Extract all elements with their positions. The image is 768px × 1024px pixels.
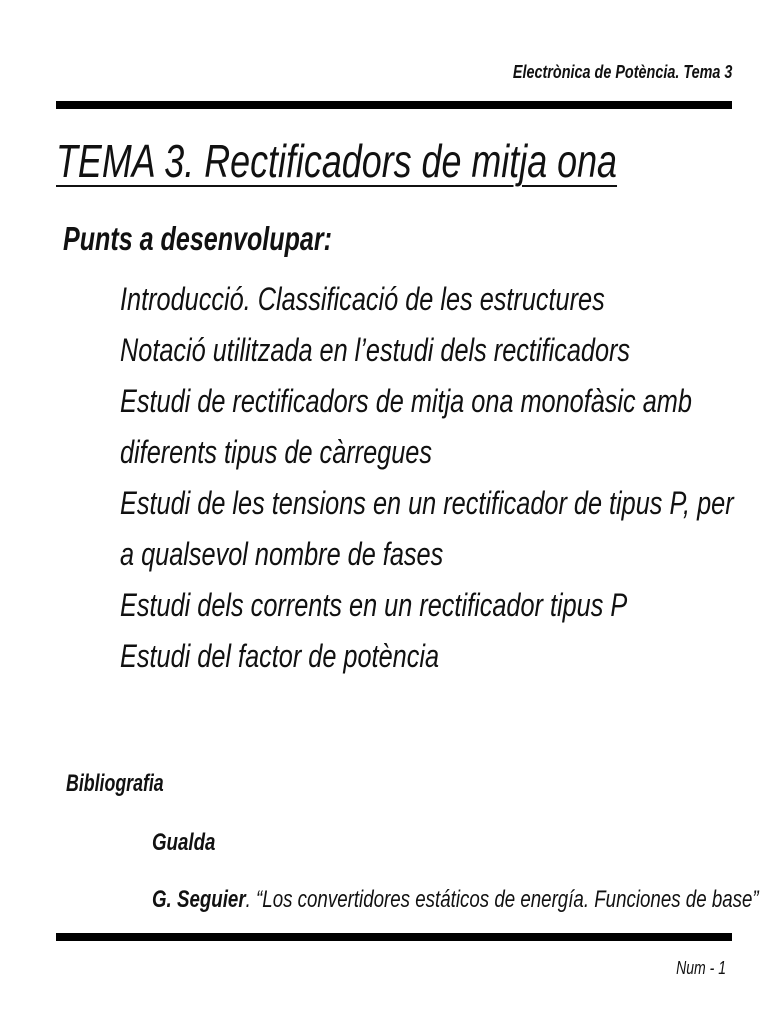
topic-list [120, 274, 736, 682]
topic-item: Estudi dels corrents en un rectificador tipus P [120, 587, 628, 623]
bibliography-title: “Los convertidores estáticos de energía. Funciones de base” [256, 886, 759, 913]
topic-item: Estudi del factor de potència [120, 638, 440, 674]
bibliography-separator: . [245, 886, 257, 913]
bibliography-author: Gualda [152, 829, 216, 856]
bibliography-heading: Bibliografia [66, 770, 164, 797]
topic-item: Estudi de les tensions en un rectificador de tipus P, per a qualsevol nombre de fases [120, 485, 734, 572]
topic-item: Estudi de rectificadors de mitja ona monofàsic amb diferents tipus de càrregues [120, 383, 692, 470]
bibliography-entry [152, 886, 759, 914]
course-header: Electrònica de Potència. Tema 3 [512, 62, 732, 82]
bottom-divider [56, 933, 732, 941]
topic-item: Notació utilitzada en l’estudi dels rectificadors [120, 332, 631, 368]
top-divider [56, 101, 732, 109]
bibliography-entry [152, 829, 215, 857]
points-heading: Punts a desenvolupar: [63, 220, 332, 257]
page-number: Num - 1 [676, 958, 726, 978]
slide-title: TEMA 3. Rectificadors de mitja ona [56, 135, 618, 187]
bibliography-author: G. Seguier [152, 886, 246, 913]
topic-item: Introducció. Classificació de les estructures [120, 281, 605, 317]
